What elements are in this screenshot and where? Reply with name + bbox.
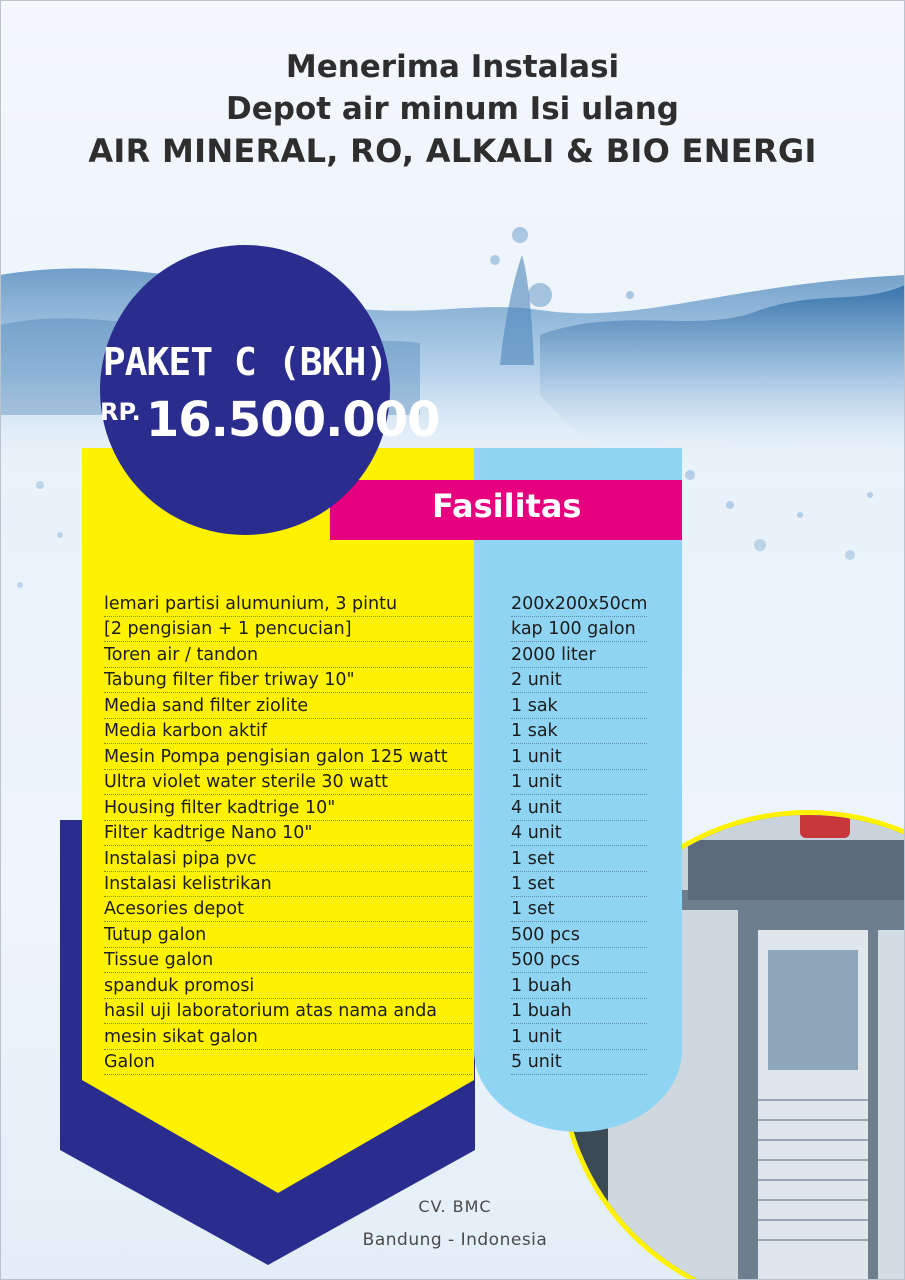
list-item xyxy=(0,821,905,846)
facility-qty: 1 set xyxy=(511,897,647,922)
facility-name: Tabung filter fiber triway 10" xyxy=(104,668,472,693)
list-item xyxy=(0,617,905,642)
facility-qty: 200x200x50cm xyxy=(511,592,647,617)
price-badge xyxy=(100,330,440,448)
price-currency: RP. xyxy=(100,398,141,426)
facility-qty: 1 sak xyxy=(511,719,647,744)
facility-name: Media sand filter ziolite xyxy=(104,694,472,719)
facility-name: Media karbon aktif xyxy=(104,719,472,744)
facility-qty: 1 set xyxy=(511,872,647,897)
list-item xyxy=(0,796,905,821)
facility-name: [2 pengisian + 1 pencucian] xyxy=(104,617,472,642)
price-line xyxy=(100,392,440,448)
list-item xyxy=(0,974,905,999)
list-item xyxy=(0,897,905,922)
list-item xyxy=(0,694,905,719)
list-item xyxy=(0,923,905,948)
footer xyxy=(300,1197,610,1250)
facility-name: Galon xyxy=(104,1050,472,1075)
facility-name: hasil uji laboratorium atas nama anda xyxy=(104,999,472,1024)
facility-qty: 1 buah xyxy=(511,974,647,999)
facility-qty: 4 unit xyxy=(511,821,647,846)
facility-qty: 500 pcs xyxy=(511,923,647,948)
facility-name: Tutup galon xyxy=(104,923,472,948)
facility-name: Instalasi pipa pvc xyxy=(104,847,472,872)
facility-qty: 500 pcs xyxy=(511,948,647,973)
facility-name: Toren air / tandon xyxy=(104,643,472,668)
facility-name: spanduk promosi xyxy=(104,974,472,999)
facility-qty: 1 unit xyxy=(511,745,647,770)
list-item xyxy=(0,643,905,668)
list-item xyxy=(0,847,905,872)
facility-name: Ultra violet water sterile 30 watt xyxy=(104,770,472,795)
facility-qty: 2000 liter xyxy=(511,643,647,668)
facility-name: Housing filter kadtrige 10" xyxy=(104,796,472,821)
list-item xyxy=(0,668,905,693)
facility-name: Mesin Pompa pengisian galon 125 watt xyxy=(104,745,472,770)
facility-name: Instalasi kelistrikan xyxy=(104,872,472,897)
facility-name: mesin sikat galon xyxy=(104,1025,472,1050)
facility-qty: 1 sak xyxy=(511,694,647,719)
headline xyxy=(0,46,905,172)
list-item xyxy=(0,999,905,1024)
list-item xyxy=(0,1025,905,1050)
facility-name: Filter kadtrige Nano 10" xyxy=(104,821,472,846)
list-item xyxy=(0,1050,905,1075)
facility-qty: 1 unit xyxy=(511,1025,647,1050)
list-item xyxy=(0,719,905,744)
company-location: Bandung - Indonesia xyxy=(362,1230,548,1250)
facility-name: Acesories depot xyxy=(104,897,472,922)
headline-line-1: Menerima Instalasi xyxy=(285,49,620,85)
price-amount: 16.500.000 xyxy=(145,392,440,448)
headline-line-2: Depot air minum Isi ulang xyxy=(226,91,679,127)
facility-qty: 2 unit xyxy=(511,668,647,693)
headline-line-3: AIR MINERAL, RO, ALKALI & BIO ENERGI xyxy=(88,132,817,170)
facility-qty: 1 set xyxy=(511,847,647,872)
list-item xyxy=(0,872,905,897)
facility-qty: 1 buah xyxy=(511,999,647,1024)
list-item xyxy=(0,948,905,973)
list-item xyxy=(0,770,905,795)
facility-qty: 4 unit xyxy=(511,796,647,821)
facility-qty: kap 100 galon xyxy=(511,617,647,642)
list-item xyxy=(0,592,905,617)
facility-name: lemari partisi alumunium, 3 pintu xyxy=(104,592,472,617)
facility-qty: 5 unit xyxy=(511,1050,647,1075)
facility-name: Tissue galon xyxy=(104,948,472,973)
facilities-title: Fasilitas xyxy=(432,487,582,525)
facility-qty: 1 unit xyxy=(511,770,647,795)
list-item xyxy=(0,745,905,770)
company-name: CV. BMC xyxy=(418,1197,492,1216)
package-name: PAKET C (BKH) xyxy=(102,340,388,384)
